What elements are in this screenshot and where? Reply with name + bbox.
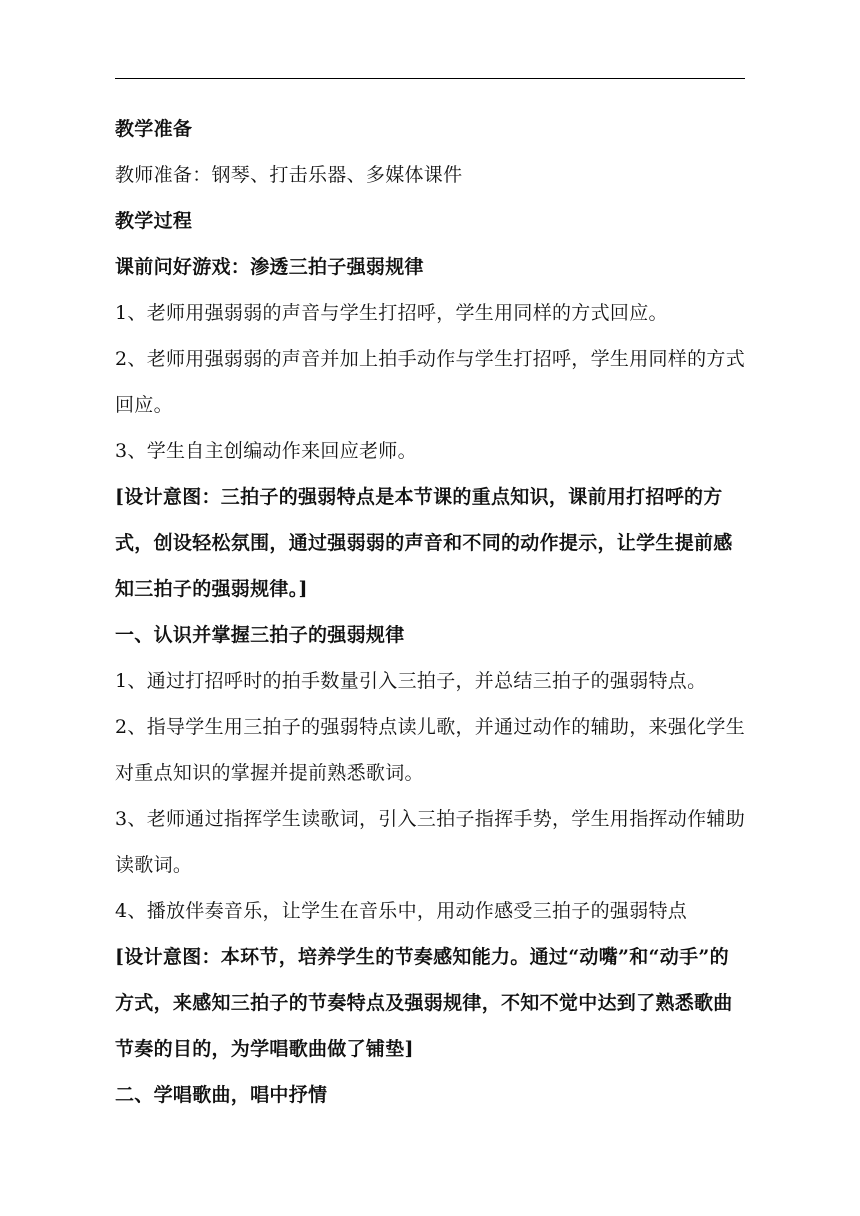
warmup-design-intent: [设计意图：三拍子的强弱特点是本节课的重点知识，课前用打招呼的方式，创设轻松氛围，通过强弱弱的声音和不同的动作提示，让学生提前感知三拍子的强弱规律。] [115, 486, 733, 600]
part-one-step-4: 4、播放伴奏音乐，让学生在音乐中，用动作感受三拍子的强弱特点 [115, 900, 688, 922]
header-rule [115, 78, 745, 79]
warmup-step-3: 3、学生自主创编动作来回应老师。 [115, 440, 417, 462]
part-one-design-intent: [设计意图：本环节，培养学生的节奏感知能力。通过“动嘴”和“动手”的方式，来感知三拍子的节奏特点及强弱规律，不知不觉中达到了熟悉歌曲节奏的目的，为学唱歌曲做了铺垫] [115, 946, 733, 1060]
part-one-step-2: 2、指导学生用三拍子的强弱特点读儿歌，并通过动作的辅助，来强化学生对重点知识的掌握并提前熟悉歌词。 [115, 716, 745, 784]
warmup-heading: 课前问好游戏：渗透三拍子强弱规律 [115, 256, 424, 278]
section-heading-process: 教学过程 [115, 210, 193, 232]
teacher-preparation-text: 教师准备：钢琴、打击乐器、多媒体课件 [115, 164, 463, 186]
warmup-step-2: 2、老师用强弱弱的声音并加上拍手动作与学生打招呼，学生用同样的方式回应。 [115, 348, 745, 416]
warmup-step-1: 1、老师用强弱弱的声音与学生打招呼，学生用同样的方式回应。 [115, 302, 668, 324]
part-one-step-1: 1、通过打招呼时的拍手数量引入三拍子，并总结三拍子的强弱特点。 [115, 670, 707, 692]
document-body [115, 106, 747, 1118]
part-one-heading: 一、认识并掌握三拍子的强弱规律 [115, 624, 405, 646]
part-one-step-3: 3、老师通过指挥学生读歌词，引入三拍子指挥手势，学生用指挥动作辅助读歌词。 [115, 808, 745, 876]
part-two-heading: 二、学唱歌曲，唱中抒情 [115, 1084, 328, 1106]
section-heading-preparation: 教学准备 [115, 118, 193, 140]
